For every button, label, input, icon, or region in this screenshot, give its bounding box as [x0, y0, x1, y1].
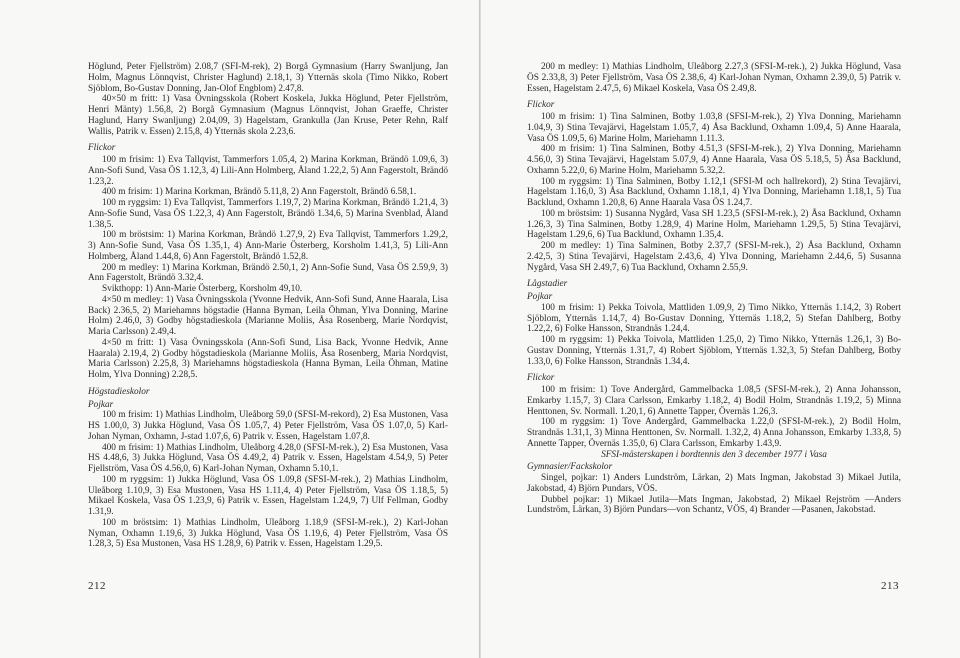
page-number: 212 [88, 580, 106, 592]
section-heading: Flickor [527, 100, 555, 111]
result-paragraph: 100 m ryggsim: 1) Pekka Toivola, Mattliden 1.25,0, 2) Timo Nikko, Ytternäs 1.26,1, 3) Bo-Gustav Donning, Ytternäs 1.31,7, 4) Robert Sjöblom, Ytternäs 1.32,3, 5) Stefan Dahlberg, Botby 1.33,0, 6) Folke Hansson, Strandnäs 1.34,4. [527, 335, 901, 367]
section-heading: Flickor [527, 373, 555, 384]
result-paragraph: 100 m frisim: 1) Tina Salminen, Botby 1.03,8 (SFSI-M-rek.), 2) Ylva Donning, Mariehamn 1.04,9, 3) Stina Tevajärvi, Hagelstam 1.05,7, 4) Åsa Backlund, Oxhamn 1.09,4, 5) Anne Haarala, Vasa ÖS 1.09,5, 6) Marine Holm, Mariehamn 1.11.3. [527, 112, 901, 144]
result-paragraph: Singel, pojkar: 1) Anders Lundström, Lärkan, 2) Mats Ingman, Jakobstad 3) Mikael Jutila, Jakobstad, 4) Björn Pundars, VÖS. [527, 473, 901, 494]
result-paragraph: 200 m medley: 1) Marina Korkman, Brändö 2.50,1, 2) Ann-Sofie Sund, Vasa ÖS 2.59,9, 3) Ann Fagerstolt, Brändö 3.32,4. [88, 262, 448, 284]
result-paragraph: 400 m frisim: 1) Mathias Lindholm, Uleåborg 4.28,0 (SFSI-M-rek.), 2) Esa Mustonen, Vasa HS 4.48,6, 3) Jukka Höglund, Vasa ÖS 4.49,2, 4) Patrik v. Essen, Hagelstam 4.54,9, 5) Peter Fjellström, Vasa ÖS 4.56,0, 6) Karl-Johan Nyman, Oxhamn 5.10,1. [88, 442, 448, 474]
page-number: 213 [881, 580, 899, 592]
section-heading: Högstadieskolor [88, 386, 150, 397]
result-paragraph: 100 m frisim: 1) Tove Andergård, Gammelbacka 1.08,5 (SFSI-M-rek.), 2) Anna Johansson, Emkarby 1.15,7, 3) Clara Carlsson, Emkarby 1.18,2, 4) Bodil Holm, Strandnäs 1.19,2, 5) Minna Henttonen, Sv. Normall. 1.20,1, 6) Annette Tapper, Övernäs 1.26,3. [527, 385, 901, 417]
result-paragraph: 100 m frisim: 1) Eva Tallqvist, Tammerfors 1.05,4, 2) Marina Korkman, Brändö 1.09,6, 3) Ann-Sofi Sund, Vasa ÖS 1.12,3, 4) Lili-Ann Holmberg, Åland 1.22,2, 5) Ann Fagerstolt, Brändö 1.23,2. [88, 155, 448, 187]
section-heading: Flickor [88, 143, 116, 154]
subsection-heading: Pojkar [88, 399, 114, 410]
centered-title: SFSI-mästerskapen i bordtennis den 3 december 1977 i Vasa [601, 449, 827, 460]
result-paragraph: 100 m ryggsim: 1) Jukka Höglund, Vasa ÖS 1.09,8 (SFSI-M-rek.), 2) Mathias Lindholm, Uleåborg 1.10,9, 3) Esa Mustonen, Vasa HS 1.11,4, 4) Peter Fjellström, Vasa ÖS 1.18,5, 5) Mikael Koskela, Vasa ÖS 1.23,9, 6) Patrik v. Essen, Hagelstam 1.24,9, 7) Ulf Fellman, Godby 1.31,9. [88, 474, 448, 517]
result-paragraph: 200 m medley: 1) Tina Salminen, Botby 2.37,7 (SFSI-M-rek.), 2) Åsa Backlund, Oxhamn 2.42,5, 3) Stina Tevajärvi, Hagelstam 2.43,6, 4) Ylva Donning, Mariehamn 2.44,6, 5) Susanna Nygård, Vasa SH 2.49,7, 6) Tua Backlund, Oxhamn 2.55,9. [527, 241, 901, 273]
result-paragraph: 100 m bröstsim: 1) Marina Korkman, Brändö 1.27,9, 2) Eva Tallqvist, Tammerfors 1.29,2, 3) Ann-Sofie Sund, Vasa ÖS 1.35,1, 4) Ann-Marie Österberg, Korsholm 1.41,3, 5) Lili-Ann Holmberg, Åland 1.44,8, 6) Ann Fagerstolt, Brändö 1.52,8. [88, 230, 448, 262]
left-page-text [88, 62, 448, 550]
result-paragraph: 100 m ryggsim: 1) Eva Tallqvist, Tammerfors 1.19,7, 2) Marina Korkman, Brändö 1.21,4, 3) Ann-Sofie Sund, Vasa ÖS 1.22,3, 4) Ann Fagerstolt, Brändö 1.34,6, 5) Marina Svenblad, Åland 1.38,5. [88, 198, 448, 230]
result-paragraph: 400 m frisim: 1) Marina Korkman, Brändö 5.11,8, 2) Ann Fagerstolt, Brändö 6.58,1. [102, 187, 417, 198]
result-paragraph: Höglund, Peter Fjellström) 2.08,7 (SFI-M-rek), 2) Borgå Gymnasium (Harry Swanljung, Jan Holm, Magnus Lönnqvist, Christer Haglund) 2.18,1, 3) Ytternäs skola (Timo Nikko, Robert Sjöblom, Bo-Gustav Donning, Jan-Olof Engblom) 2.47,8. [88, 62, 448, 94]
result-paragraph: 4×50 m fritt: 1) Vasa Övningsskola (Ann-Sofi Sund, Lisa Back, Yvonne Hedvik, Anne Haarala) 2.19,4, 2) Godby högstadieskola (Marianne Moliis, Åsa Rosenberg, Maria Nordqvist, Maria Carlsson) 2.25,8, 3) Mariehamns högstadieskola (Hanna Byman, Leila Öhman, Matine Holm, Ylva Donning) 2.28,5. [88, 337, 448, 380]
result-paragraph: 100 m bröstsim: 1) Mathias Lindholm, Uleåborg 1.18,9 (SFSI-M-rek.), 2) Karl-Johan Nyman, Oxhamn 1.19,6, 3) Jukka Höglund, Vasa ÖS 1.19,6, 4) Peter Fjellström, Vasa ÖS 1.28,3, 5) Esa Mustonen, Vasa HS 1.28,9, 6) Patrik v. Essen, Hagelstam 1.29,5. [88, 517, 448, 550]
result-paragraph: 100 m frisim: 1) Pekka Toivola, Mattliden 1.09,9, 2) Timo Nikko, Ytternäs 1.14,2, 3) Robert Sjöblom, Ytternäs 1.14,7, 4) Bo-Gustav Donning, Ytternäs 1.18,2, 5) Stefan Dahlberg, Botby 1.22,2, 6) Folke Hansson, Strandnäs 1.24,4. [527, 302, 901, 335]
right-page [481, 0, 960, 658]
subsection-heading: Gymnasier/Fackskolor [527, 462, 613, 473]
result-paragraph: Dubbel pojkar: 1) Mikael Jutila—Mats Ingman, Jakobstad, 2) Mikael Rejström —Anders Lundström, Lärkan, 3) Björn Pundars—von Schantz, VÖS, 4) Brander —Pasanen, Jakobstad. [527, 494, 901, 516]
result-paragraph: 100 m bröstsim: 1) Susanna Nygård, Vasa SH 1.23,5 (SFSI-M-rek.), 2) Åsa Backlund, Oxhamn 1.26,3, 3) Tina Salminen, Botby 1.28,9, 4) Marine Holm, Mariehamn 1.29,5, 5) Stina Tevajärvi, Hagelstam 1.29,6, 6) Tua Backlund, Oxhamn 1.35,4. [527, 208, 901, 241]
result-paragraph: 100 m ryggsim: 1) Tove Andergård, Gammelbacka 1.22,0 (SFSI-M-rek.), 2) Bodil Holm, Strandnäs 1.31,1, 3) Minna Henttonen, Sv. Normall. 1.32,2, 4) Anna Johansson, Emkarby 1.33,8, 5) Annette Tapper, Övernäs 1.35,0, 6) Clara Carlsson, Emkarby 1.43,9. [527, 417, 901, 449]
left-page [0, 0, 479, 658]
result-paragraph: Svikthopp: 1) Ann-Marie Österberg, Korsholm 49,10. [102, 284, 303, 294]
right-page-text [527, 62, 901, 516]
result-paragraph: 200 m medley: 1) Mathias Lindholm, Uleåborg 2.27,3 (SFSI-M-rek.), 2) Jukka Höglund, Vasa ÖS 2.33,8, 3) Peter Fjellström, Vasa ÖS 2.38,6, 4) Karl-Johan Nyman, Oxhamn 2.39,0, 5) Patrik v. Essen, Hagelstam 2.47,5, 6) Mikael Koskela, Vasa ÖS 2.49,8. [527, 62, 901, 94]
result-paragraph: 40×50 m fritt: 1) Vasa Övningsskola (Robert Koskela, Jukka Höglund, Peter Fjellström, Henri Mänty) 1.56,8, 2) Borgå Gymnasium (Magnus Lönnqvist, Johan Graeffe, Christer Haglund, Harry Swanljung) 2.04,09, 3) Hagelstam, Grankulla (Jan Kruse, Peter Rehn, Ralf Wallis, Patrik v. Essen) 2.15,8, 4) Ytternäs skola 2.23,6. [88, 94, 448, 137]
subsection-heading: Pojkar [527, 292, 553, 302]
section-heading: Lågstadier [527, 279, 568, 290]
result-paragraph: 100 m frisim: 1) Mathias Lindholm, Uleåborg 59,0 (SFSI-M-rekord), 2) Esa Mustonen, Vasa HS 1.00,0, 3) Jukka Höglund, Vasa ÖS 1.05,7, 4) Peter Fjellström, Vasa ÖS 1.07,0, 5) Karl-Johan Nyman, Oxhamn, J-stad 1.07,6, 6) Patrik v. Essen, Hagelstam 1.07,8. [88, 410, 448, 442]
result-paragraph: 100 m ryggsim: 1) Tina Salminen, Botby 1.12,1 (SFSI-M och hallrekord), 2) Stina Tevajärvi, Hagelstam 1.16,0, 3) Åsa Backlund, Oxhamn 1.18,1, 4) Ylva Donning, Mariehamn 1.18,1, 5) Tua Backlund, Oxhamn 1.20,8, 6) Anne Haarala Vasa ÖS 1.24,7. [527, 176, 901, 208]
result-paragraph: 400 m frisim: 1) Tina Salminen, Botby 4.51,3 (SFSI-M-rek.), 2) Ylva Donning, Mariehamn 4.56,0, 3) Stina Tevajärvi, Hagelstam 5.07,9, 4) Anne Haarala, Vasa ÖS 5.18,5, 5) Åsa Backlund, Oxhamn 5.22,0, 6) Marine Holm, Mariehamn 5.32,2. [527, 144, 901, 176]
result-paragraph: 4×50 m medley: 1) Vasa Övningsskola (Yvonne Hedvik, Ann-Sofi Sund, Anne Haarala, Lisa Back) 2.36,5, 2) Mariehamns högstadie (Hanna Byman, Leila Öhman, Ylva Donning, Marine Holm) 2.46,0, 3) Godby högstadieskola (Marianne Moliis, Åsa Rosenberg, Marie Nordqvist, Maria Carlsson) 2.49,4. [88, 294, 448, 337]
